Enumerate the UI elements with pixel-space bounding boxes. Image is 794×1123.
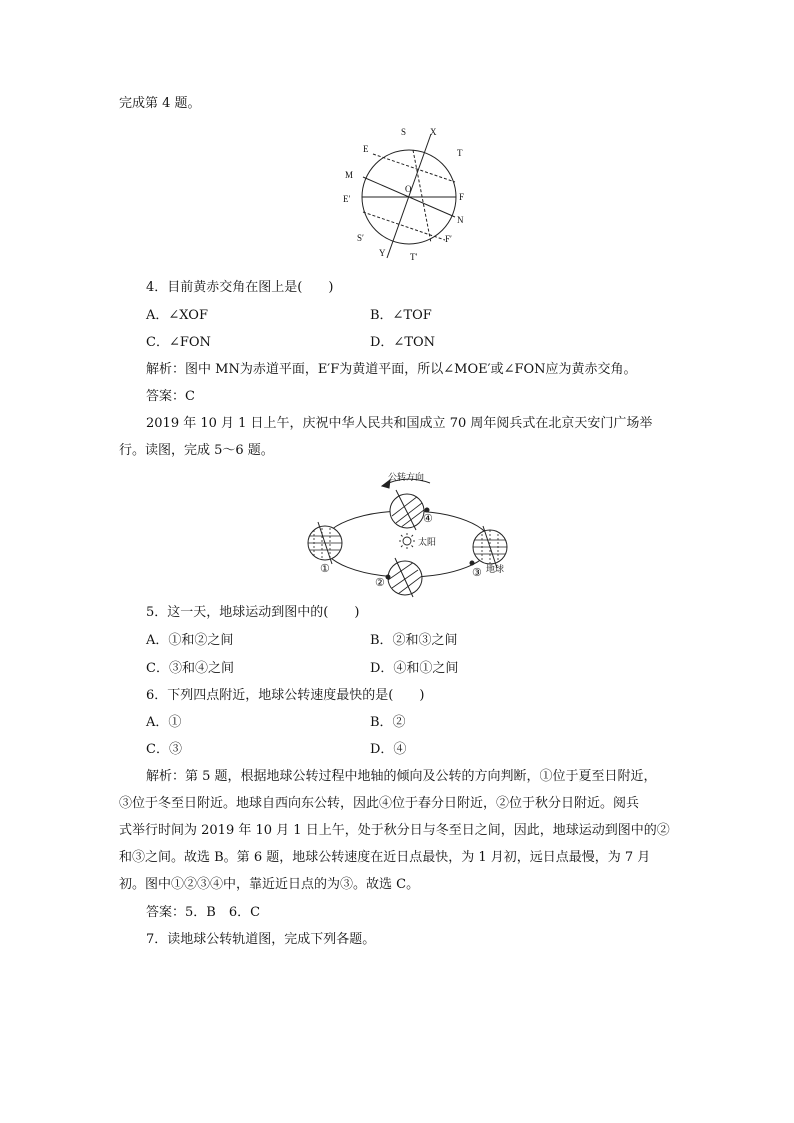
q6-option-d: D．④ <box>370 742 407 757</box>
q4-option-a: A．∠XOF <box>146 308 208 323</box>
label-s: S <box>401 127 407 137</box>
sun-label: 太阳 <box>418 537 437 547</box>
analysis-line-3: 式举行时间为 2019 年 10 月 1 日上午，处于秋分日与冬至日之间，因此，地球运动到图中的② <box>119 823 670 838</box>
q4-option-d: D．∠TON <box>370 335 436 350</box>
label-x: X <box>430 127 437 137</box>
label-t-prime: T′ <box>410 252 418 262</box>
label-y: Y <box>379 248 386 258</box>
q4-option-b: B．∠TOF <box>370 308 432 323</box>
q6-option-a: A．① <box>146 715 182 730</box>
earth-2 <box>386 558 422 597</box>
point-1: ① <box>320 563 330 575</box>
q5-option-d: D．④和①之间 <box>370 661 459 676</box>
q7-stem: 7．读地球公转轨道图，完成下列各题。 <box>146 932 376 947</box>
q5-option-b: B．②和③之间 <box>370 633 458 648</box>
analysis-line-2: ③位于冬至日附近。地球自西向东公转，因此④位于春分日附近，②位于秋分日附近。阅兵 <box>119 796 640 811</box>
earth-1 <box>308 522 342 564</box>
label-m: M <box>345 170 354 180</box>
point-2: ② <box>375 577 385 589</box>
earth-3 <box>470 526 507 568</box>
label-e: E <box>363 144 369 154</box>
analysis-line-4: 和③之间。故选 B。第 6 题，地球公转速度在近日点最快，为 1 月初，远日点最慢，为 7 月 <box>119 850 651 865</box>
q5-option-c: C．③和④之间 <box>146 661 234 676</box>
q6-stem: 6．下列四点附近，地球公转速度最快的是( ) <box>146 688 425 703</box>
analysis-line-5: 初。图中①②③④中，靠近近日点的为③。故选 C。 <box>119 877 420 892</box>
sun-icon <box>399 533 415 549</box>
label-e-prime: E′ <box>343 194 351 204</box>
earth-label: 地球 <box>486 564 505 574</box>
answer-5-6: 答案：5．B 6．C <box>146 905 261 920</box>
q4-analysis: 解析：图中 MN为赤道平面，E′F为黄道平面，所以∠MOE′或∠FON应为黄赤交角。 <box>146 362 637 377</box>
label-o: O <box>405 184 412 194</box>
point-4: ④ <box>423 513 433 525</box>
intro-text: 完成第 4 题。 <box>119 96 201 111</box>
point-3: ③ <box>472 567 482 579</box>
q4-stem: 4．目前黄赤交角在图上是( ) <box>146 280 334 295</box>
q6-option-b: B．② <box>370 715 406 730</box>
q6-option-c: C．③ <box>146 742 182 757</box>
ecliptic-diagram <box>335 122 495 262</box>
label-s-prime: S′ <box>357 233 364 243</box>
direction-label: 公转方向 <box>388 472 425 482</box>
context-line-2: 行。读图，完成 5～6 题。 <box>119 443 274 458</box>
orbit-diagram <box>300 468 520 598</box>
q5-option-a: A．①和②之间 <box>146 633 234 648</box>
label-t: T <box>457 148 463 158</box>
q4-answer: 答案：C <box>146 389 195 404</box>
dashed-line-lower <box>363 212 445 240</box>
q5-stem: 5．这一天，地球运动到图中的( ) <box>146 605 360 620</box>
context-line-1: 2019 年 10 月 1 日上午，庆祝中华人民共和国成立 70 周年阅兵式在北京天安门广场举 <box>146 416 653 431</box>
q4-option-c: C．∠FON <box>146 335 211 350</box>
dashed-line-upper <box>373 154 455 182</box>
label-f-prime: F′ <box>445 234 452 244</box>
analysis-line-1: 解析：第 5 题，根据地球公转过程中地轴的倾向及公转的方向判断，①位于夏至日附近， <box>146 769 657 784</box>
label-f: F <box>459 192 465 202</box>
label-n: N <box>457 215 464 225</box>
